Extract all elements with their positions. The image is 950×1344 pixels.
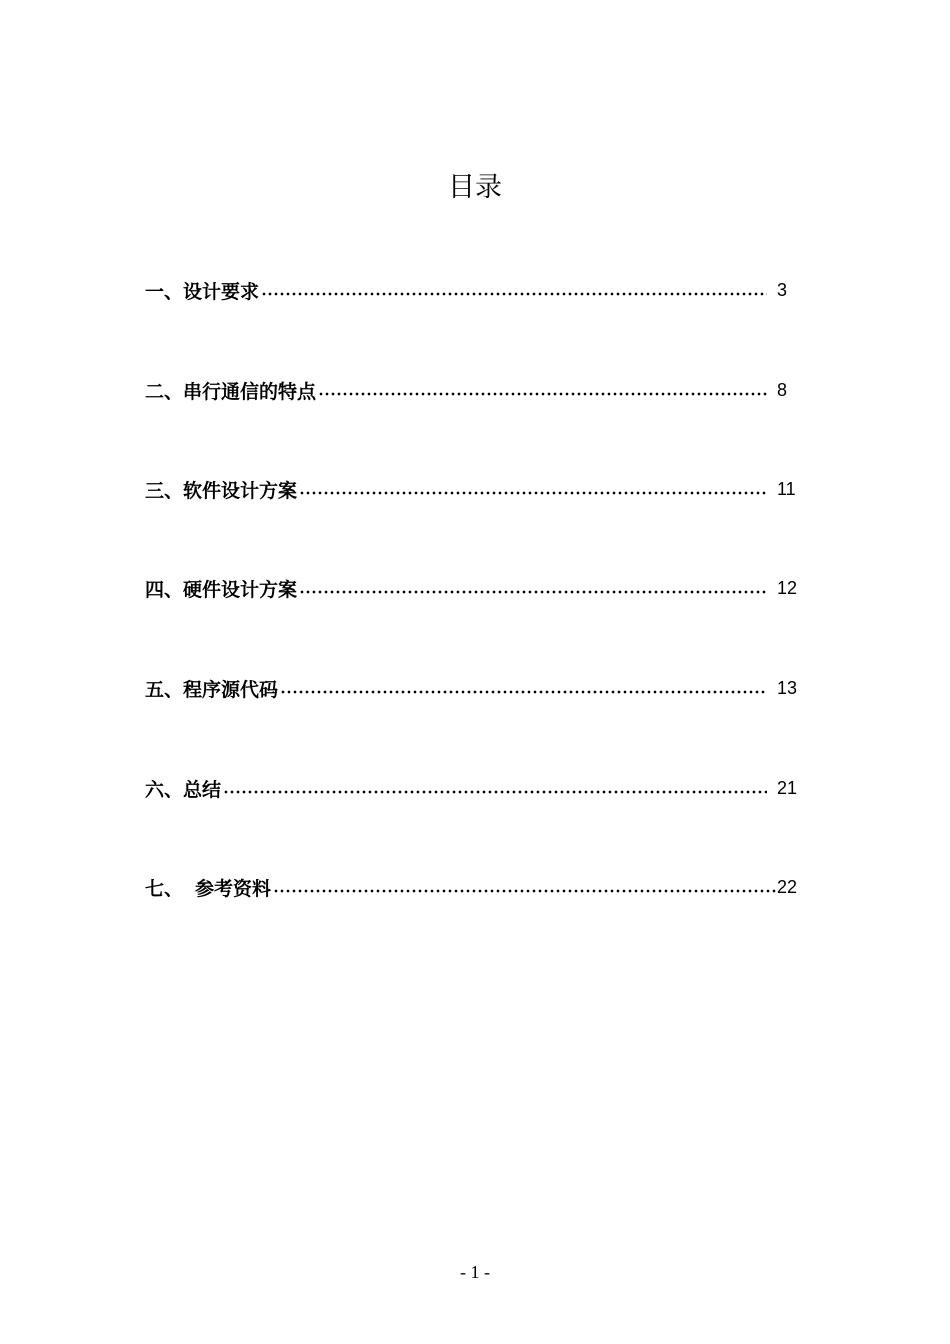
toc-entry-page: 21: [777, 777, 798, 798]
toc-entry-number: 三、: [145, 479, 184, 502]
dot-leader: [299, 578, 767, 598]
toc-entry[interactable]: [145, 469, 805, 509]
toc-entry-page: 11: [777, 478, 796, 499]
toc-entry-number: 二、: [145, 380, 184, 403]
page-number: - 1 -: [460, 1262, 490, 1282]
toc-entry-page: 8: [777, 379, 788, 400]
toc-entry[interactable]: [145, 768, 805, 808]
toc-title: 目录: [448, 172, 502, 203]
toc-entry-number: 四、: [145, 578, 184, 601]
toc-entry[interactable]: [145, 668, 805, 708]
dot-leader: [261, 280, 767, 300]
toc-entry-title: 软件设计方案: [183, 479, 298, 502]
toc-entry-title: 参考资料: [195, 877, 272, 900]
dot-leader: [318, 380, 767, 400]
toc-entry[interactable]: [145, 270, 805, 310]
dot-leader: [280, 678, 767, 698]
toc-entry-page: 12: [777, 577, 798, 598]
toc-entry-number: 七、: [145, 877, 184, 900]
toc-entry[interactable]: [145, 867, 805, 907]
toc-entry-number: 一、: [145, 280, 184, 303]
dot-leader: [273, 877, 777, 897]
toc-entry-number: 五、: [145, 678, 184, 701]
toc-entry-title: 设计要求: [183, 280, 260, 303]
toc-entry-page: 22: [777, 876, 798, 897]
toc-entry-title: 程序源代码: [183, 678, 279, 701]
toc-entry-title: 硬件设计方案: [183, 578, 298, 601]
dot-leader: [299, 479, 767, 499]
toc-entry-page: 13: [777, 677, 798, 698]
toc-entry-title: 串行通信的特点: [183, 380, 317, 403]
toc-entry-title: 总结: [183, 778, 222, 801]
dot-leader: [223, 778, 767, 798]
toc-entry[interactable]: [145, 568, 805, 608]
toc-entry-number: 六、: [145, 778, 184, 801]
toc-entry-page: 3: [777, 279, 788, 300]
toc-entry[interactable]: [145, 370, 805, 410]
